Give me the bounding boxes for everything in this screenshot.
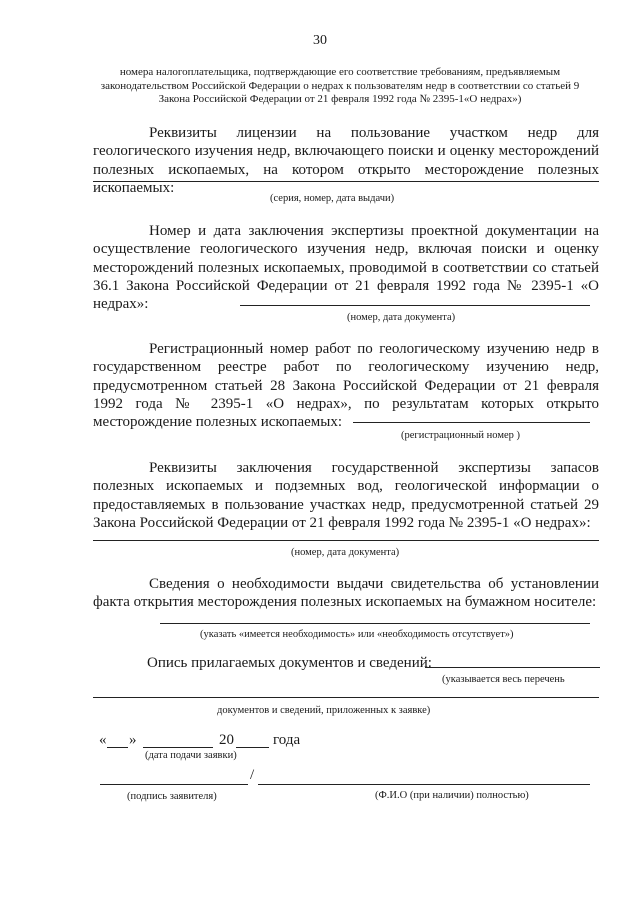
license-field-line[interactable] bbox=[93, 181, 599, 182]
expertise-caption: (номер, дата документа) bbox=[347, 312, 456, 323]
name-caption: (Ф.И.О (при наличии) полностью) bbox=[375, 790, 529, 801]
expertise-field-line[interactable] bbox=[240, 305, 590, 306]
date-year-prefix: 20 bbox=[219, 732, 234, 748]
inventory-caption-1: (указывается весь перечень bbox=[442, 674, 565, 685]
state-expertise-paragraph: Реквизиты заключения государственной экспертизы запасов полезных ископаемых и подземных вод, геологической информации о предоставляемых в пользование участках недр, предусмотренной статьей 29 Закона Российской Федерации от 21 февраля 1992 года № 2395-1 «О недрах»: bbox=[93, 460, 599, 531]
registration-paragraph: Регистрационный номер работ по геологическому изучению недр в государственном реестре работ по геологическому изучению недр, предусмотренном статьей 28 Закона Российской Федерации от 21 февраля 1992 года № 2395-1 «О недрах», по результатам которых открыто месторождение полезных ископаемых: bbox=[93, 341, 599, 431]
registration-caption: (регистрационный номер ) bbox=[401, 430, 520, 441]
registration-field-line[interactable] bbox=[353, 422, 590, 423]
state-expertise-caption: (номер, дата документа) bbox=[291, 547, 400, 558]
signature-separator: / bbox=[250, 767, 255, 783]
page-number: 30 bbox=[313, 33, 327, 48]
top-note: номера налогоплательщика, подтверждающие его соответствие требованиям, предъявляемым законодательством Российской Федерации о недрах к пользователям недр в соответствии со статьей 9 Закона Российской Федерации от 21 февраля 1992 года № 2395-1«О недрах») bbox=[100, 66, 580, 105]
date-year-field[interactable] bbox=[236, 747, 269, 748]
inventory-field-line-2[interactable] bbox=[93, 697, 599, 698]
inventory-field-line-1[interactable] bbox=[425, 667, 600, 668]
license-caption: (серия, номер, дата выдачи) bbox=[270, 193, 395, 204]
date-month-field[interactable] bbox=[143, 747, 213, 748]
date-caption: (дата подачи заявки) bbox=[145, 750, 237, 761]
expertise-paragraph: Номер и дата заключения экспертизы проектной документации на осуществление геологического изучения недр, включая поиски и оценку месторождений полезных ископаемых, проводимой в соответствии со статьей 36.1 Закона Российской Федерации от 21 февраля 1992 года № 2395-1 «О недрах»: bbox=[93, 223, 599, 313]
date-quote-close: » bbox=[129, 732, 137, 748]
signature-field-line[interactable] bbox=[100, 784, 248, 785]
state-expertise-field-line[interactable] bbox=[93, 540, 599, 541]
certificate-field-line[interactable] bbox=[160, 623, 590, 624]
signature-caption: (подпись заявителя) bbox=[127, 791, 217, 802]
certificate-caption: (указать «имеется необходимость» или «необходимость отсутствует») bbox=[200, 629, 514, 640]
certificate-paragraph: Сведения о необходимости выдачи свидетельства об установлении факта открытия месторождения полезных ископаемых на бумажном носителе: bbox=[93, 576, 599, 611]
inventory-label: Опись прилагаемых документов и сведений: bbox=[147, 655, 432, 671]
license-paragraph: Реквизиты лицензии на пользование участком недр для геологического изучения недр, включающего поиски и оценку месторождений полезных ископаемых, на котором открыто месторождение полезных ископаемых: bbox=[93, 125, 599, 196]
date-quote-open: « bbox=[99, 732, 107, 748]
date-day-field[interactable] bbox=[107, 747, 128, 748]
inventory-caption-2: документов и сведений, приложенных к заявке) bbox=[217, 705, 431, 716]
name-field-line[interactable] bbox=[258, 784, 590, 785]
date-year-suffix: года bbox=[273, 732, 301, 748]
